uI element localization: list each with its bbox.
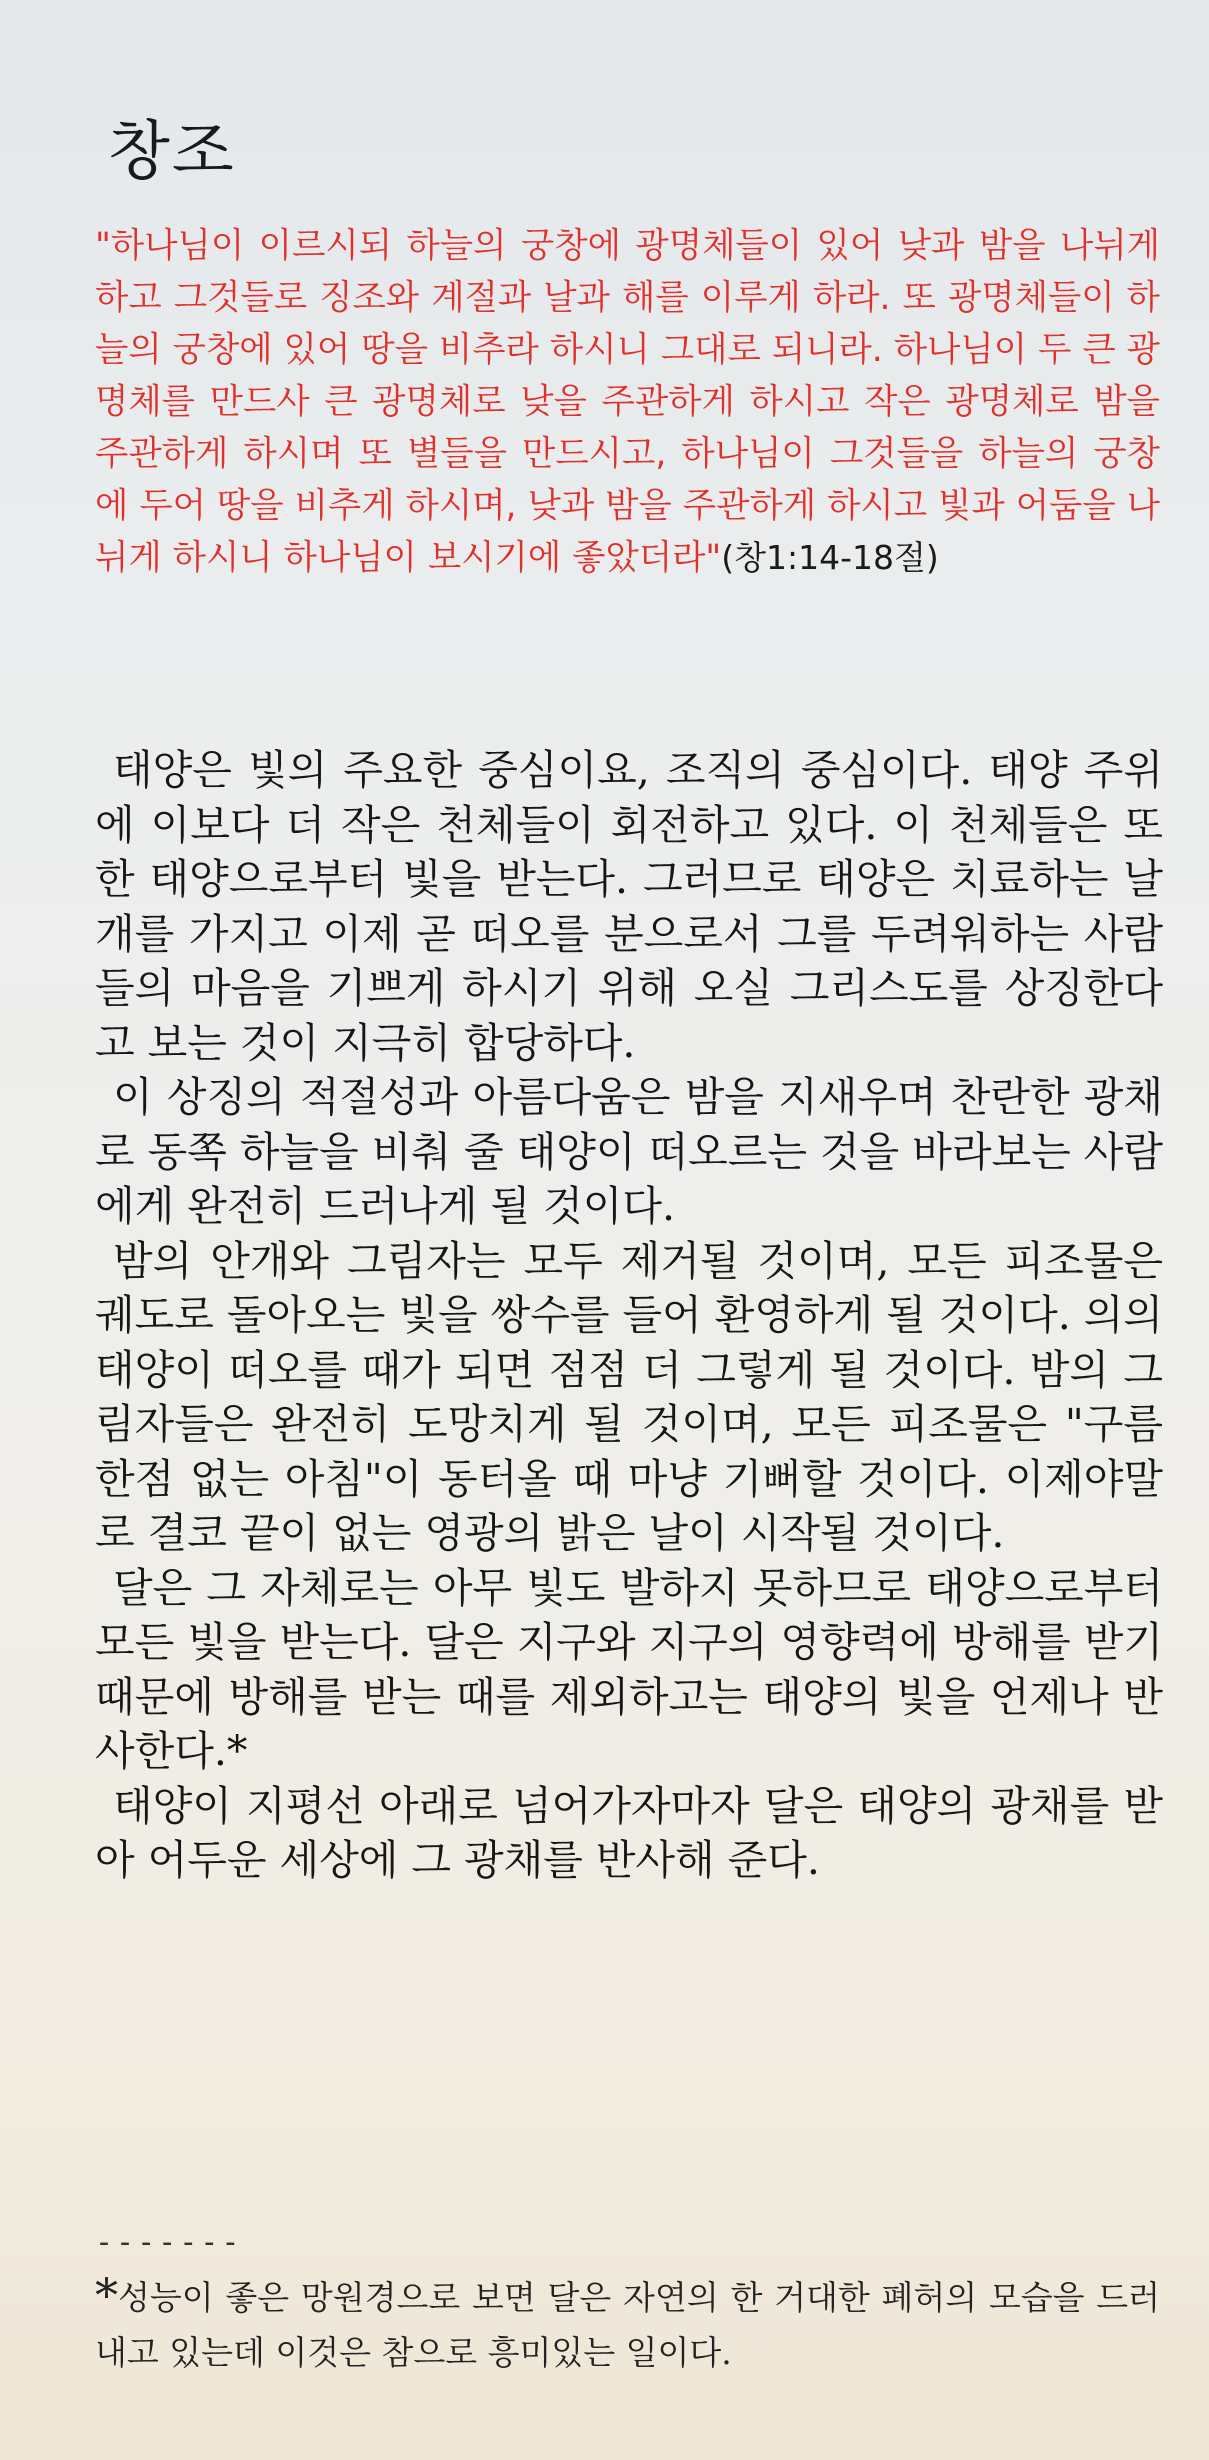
paragraph: 밤의 안개와 그림자는 모두 제거될 것이며, 모든 피조물은 궤도로 돌아오는 빛을 쌍수를 들어 환영하게 될 것이다. 의의 태양이 떠오를 때가 되면 점점 더 그렇게 될 것이다. 밤의 그림자들은 완전히 도망치게 될 것이며, 모든 피조물은 "구름 한점 없는 아침"이 동터올 때 마냥 기뻐할 것이다. 이제야말로 결코 끝이 없는 영광의 밝은 날이 시작될 것이다. <box>95 1236 1163 1557</box>
paragraph: 태양이 지평선 아래로 넘어가자마자 달은 태양의 광채를 받아 어두운 세상에 그 광채를 반사해 준다. <box>95 1781 1163 1884</box>
paragraph: 달은 그 자체로는 아무 빛도 발하지 못하므로 태양으로부터 모든 빛을 받는다. 달은 지구와 지구의 영향력에 방해를 받기 때문에 방해를 받는 때를 제외하고는 태양의 빛을 언제나 반사한다.* <box>95 1563 1163 1775</box>
body-text <box>95 743 1163 1888</box>
scripture-reference: (창1:14-18절) <box>721 538 939 577</box>
paragraph: 이 상징의 적절성과 아름다움은 밤을 지새우며 찬란한 광채로 동쪽 하늘을 비춰 줄 태양이 떠오르는 것을 바라보는 사람에게 완전히 드러나게 될 것이다. <box>95 1073 1163 1230</box>
footnote-text: 성능이 좋은 망원경으로 보면 달은 자연의 한 거대한 폐허의 모습을 드러내고 있는데 이것은 참으로 흥미있는 일이다. <box>95 2278 1160 2372</box>
scripture-quote <box>95 220 1160 584</box>
page-title: 창조 <box>108 115 236 189</box>
footnote-marker: * <box>95 2268 118 2322</box>
scripture-text: "하나님이 이르시되 하늘의 궁창에 광명체들이 있어 낮과 밤을 나뉘게 하고 그것들로 징조와 계절과 날과 해를 이루게 하라. 또 광명체들이 하늘의 궁창에 있어 땅을 비추라 하시니 그대로 되니라. 하나님이 두 큰 광명체를 만드사 큰 광명체로 낮을 주관하게 하시고 작은 광명체로 밤을 주관하게 하시며 또 별들을 만드시고, 하나님이 그것들을 하늘의 궁창에 두어 땅을 비추게 하시며, 낮과 밤을 주관하게 하시고 빛과 어둠을 나뉘게 하시니 하나님이 보시기에 좋았더라" <box>95 226 1160 578</box>
paragraph: 태양은 빛의 주요한 중심이요, 조직의 중심이다. 태양 주위에 이보다 더 작은 천체들이 회전하고 있다. 이 천체들은 또한 태양으로부터 빛을 받는다. 그러므로 태양은 치료하는 날개를 가지고 이제 곧 떠오를 분으로서 그를 두려워하는 사람들의 마음을 기쁘게 하시기 위해 오실 그리스도를 상징한다고 보는 것이 지극히 합당하다. <box>95 746 1163 1067</box>
footnote-divider: ------- <box>95 2225 243 2260</box>
footnote <box>95 2268 1160 2380</box>
